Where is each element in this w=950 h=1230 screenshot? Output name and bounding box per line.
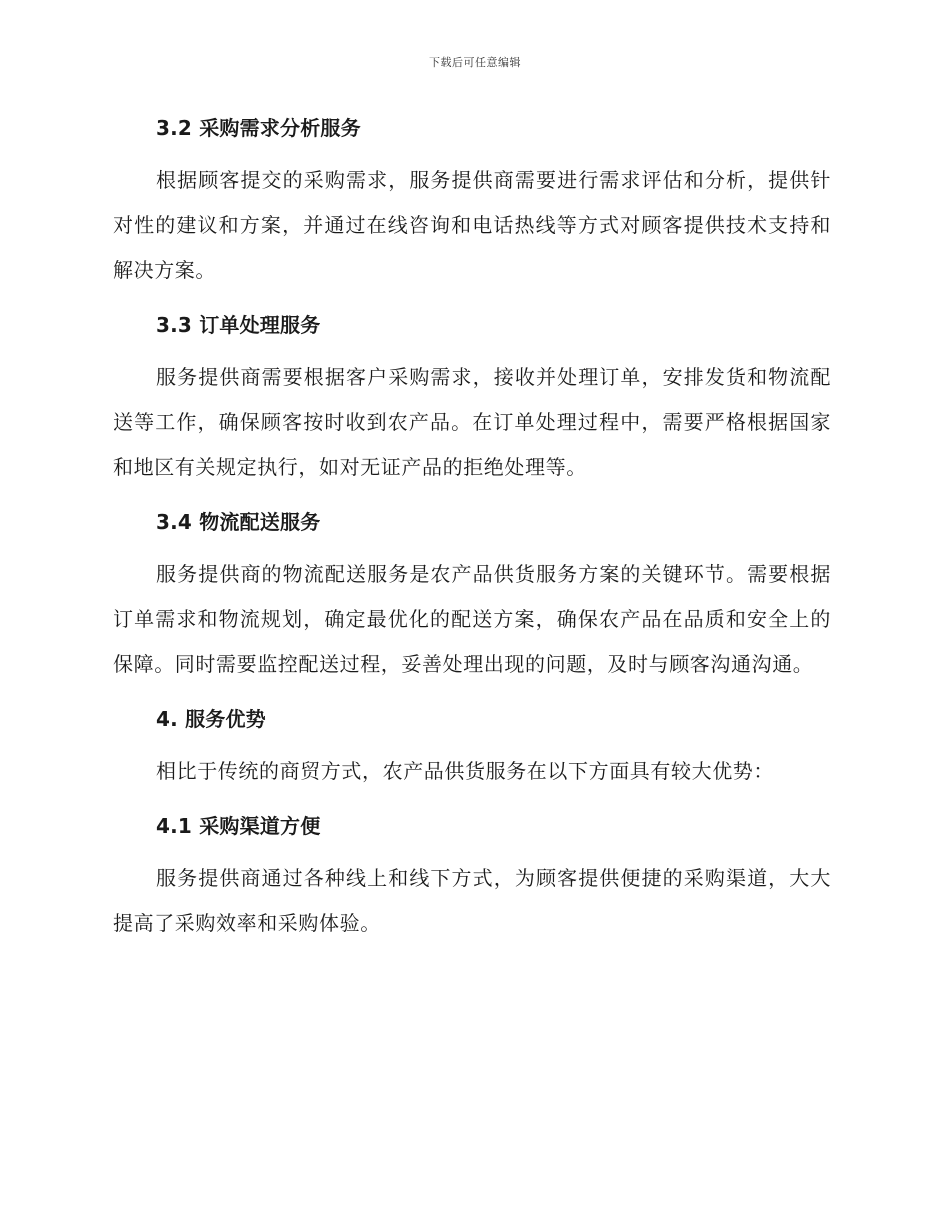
section-paragraph: 服务提供商的物流配送服务是农产品供货服务方案的关键环节。需要根据订单需求和物流规划，确定最优化的配送方案，确保农产品在品质和安全上的保障。同时需要监控配送过程，妥善处理出现的问题，及时与顾客沟通沟通。 [113, 562, 831, 676]
section-paragraph: 相比于传统的商贸方式，农产品供货服务在以下方面具有较大优势： [156, 759, 774, 783]
section-heading: 3.4 物流配送服务 [156, 510, 321, 534]
section-heading: 4.1 采购渠道方便 [156, 814, 321, 838]
section-paragraph: 服务提供商通过各种线上和线下方式，为顾客提供便捷的采购渠道，大大提高了采购效率和采购体验。 [113, 866, 831, 935]
document-body [113, 110, 831, 946]
section-heading: 4. 服务优势 [156, 707, 266, 731]
section-heading: 3.2 采购需求分析服务 [156, 116, 361, 140]
section-paragraph: 服务提供商需要根据客户采购需求，接收并处理订单，安排发货和物流配送等工作，确保顾客按时收到农产品。在订单处理过程中，需要严格根据国家和地区有关规定执行，如对无证产品的拒绝处理等。 [113, 365, 831, 479]
section-heading: 3.3 订单处理服务 [156, 313, 321, 337]
page-header: 下载后可任意编辑 [429, 56, 521, 69]
section-paragraph: 根据顾客提交的采购需求，服务提供商需要进行需求评估和分析，提供针对性的建议和方案，并通过在线咨询和电话热线等方式对顾客提供技术支持和解决方案。 [113, 168, 831, 282]
